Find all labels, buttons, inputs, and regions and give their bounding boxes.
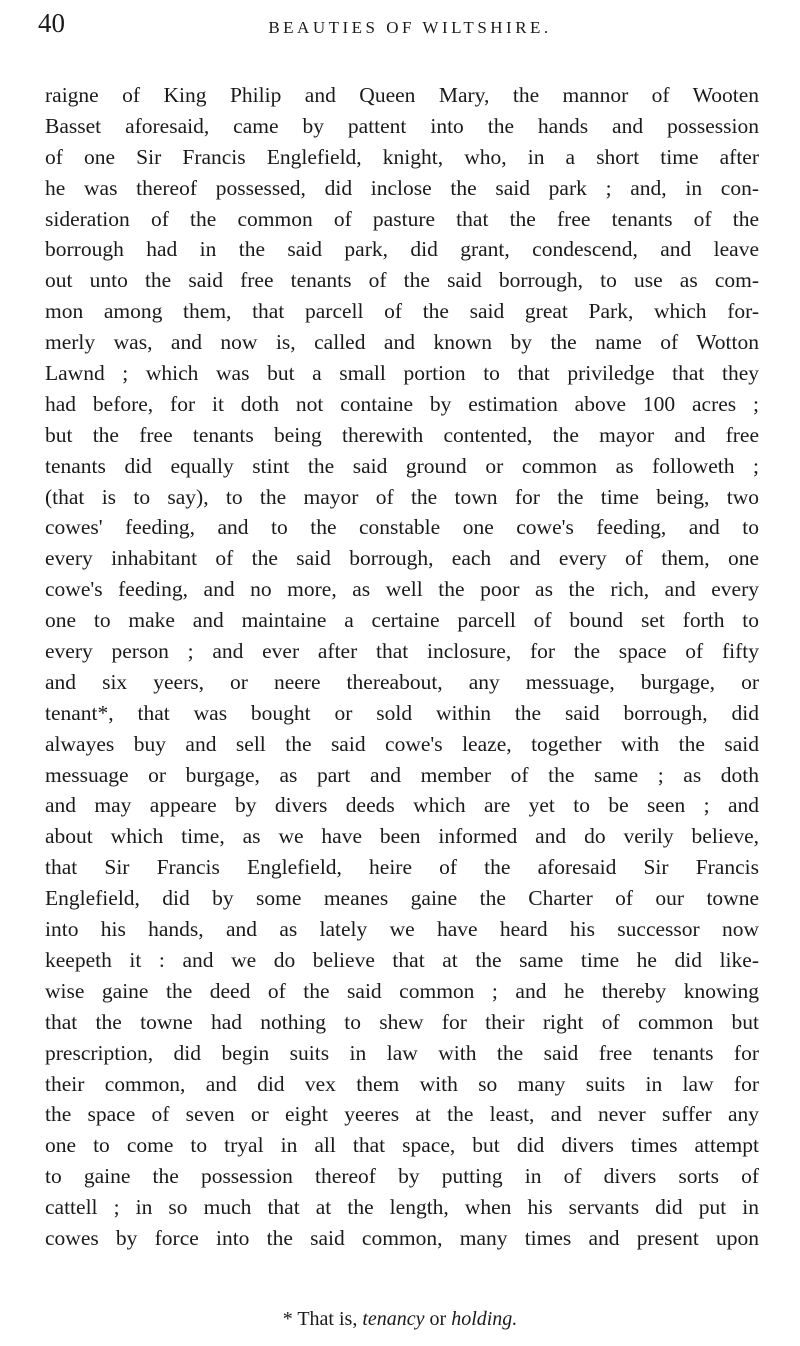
text-line: Englefield, did by some meanes gaine the Charter of our towne xyxy=(45,886,759,911)
text-line: but the free tenants being therewith contented, the mayor and free xyxy=(45,422,759,447)
footnote xyxy=(0,1308,800,1331)
text-line: merly was, and now is, called and known by the name of Wotton xyxy=(45,330,759,355)
text-line: their common, and did vex them with so many suits in law for xyxy=(45,1071,759,1096)
text-line: Lawnd ; which was but a small portion to that priviledge that they xyxy=(45,361,759,386)
text-line: Basset aforesaid, came by pattent into the hands and possession xyxy=(45,113,759,138)
text-line: raigne of King Philip and Queen Mary, the mannor of Wooten xyxy=(45,83,759,107)
text-line: cowes by force into the said common, many times and present upon xyxy=(45,1225,759,1250)
text-line: had before, for it doth not containe by estimation above 100 acres ; xyxy=(45,391,759,416)
text-line: out unto the said free tenants of the said borrough, to use as com- xyxy=(45,268,759,293)
footnote-conjunction: or xyxy=(429,1308,447,1330)
footnote-italic-tenancy: tenancy xyxy=(362,1308,425,1330)
text-line: messuage or burgage, as part and member of the same ; as doth xyxy=(45,762,759,787)
text-line: tenants did equally stint the said ground or common as followeth ; xyxy=(45,453,759,478)
text-line: borrough had in the said park, did grant, condescend, and leave xyxy=(45,237,759,262)
text-line: of one Sir Francis Englefield, knight, who, in a short time after xyxy=(45,144,759,169)
text-line: every person ; and ever after that inclosure, for the space of fifty xyxy=(45,639,759,664)
text-line: tenant*, that was bought or sold within the said borrough, did xyxy=(45,700,759,725)
text-line: sideration of the common of pasture that the free tenants of the xyxy=(45,206,759,231)
text-line: that the towne had nothing to shew for their right of common but xyxy=(45,1009,759,1034)
text-line: (that is to say), to the mayor of the town for the time being, two xyxy=(45,484,759,509)
text-line: the space of seven or eight yeeres at the least, and never suffer any xyxy=(45,1102,759,1127)
text-line: mon among them, that parcell of the said great Park, which for- xyxy=(45,299,759,324)
text-line: and six yeers, or neere thereabout, any messuage, burgage, or xyxy=(45,669,759,694)
text-line: every inhabitant of the said borrough, each and every of them, one xyxy=(45,546,759,571)
body-text xyxy=(45,80,759,1254)
text-line: one to come to tryal in all that space, but did divers times attempt xyxy=(45,1133,759,1158)
running-title: BEAUTIES OF WILTSHIRE. xyxy=(268,18,552,37)
text-line: cowe's feeding, and no more, as well the poor as the rich, and every xyxy=(45,577,759,602)
footnote-text: That is, xyxy=(297,1308,358,1330)
text-line: alwayes buy and sell the said cowe's leaze, together with the said xyxy=(45,731,759,756)
page-number: 40 xyxy=(38,8,65,38)
text-line: cattell ; in so much that at the length, when his servants did put in xyxy=(45,1195,759,1220)
footnote-marker: * xyxy=(282,1308,293,1330)
text-line: one to make and maintaine a certaine parcell of bound set forth to xyxy=(45,608,759,633)
text-line: he was thereof possessed, did inclose the said park ; and, in con- xyxy=(45,175,759,200)
text-line: keepeth it : and we do believe that at the same time he did like- xyxy=(45,947,759,972)
footnote-italic-holding: holding. xyxy=(451,1308,518,1330)
text-line: wise gaine the deed of the said common ; and he thereby knowing xyxy=(45,978,759,1003)
text-line: cowes' feeding, and to the constable one cowe's feeding, and to xyxy=(45,515,759,540)
text-line: that Sir Francis Englefield, heire of the aforesaid Sir Francis xyxy=(45,855,759,880)
text-line: to gaine the possession thereof by putting in of divers sorts of xyxy=(45,1164,759,1189)
text-line: about which time, as we have been informed and do verily believe, xyxy=(45,824,759,849)
text-line: prescription, did begin suits in law with the said free tenants for xyxy=(45,1040,759,1065)
text-line: and may appeare by divers deeds which are yet to be seen ; and xyxy=(45,793,759,818)
text-line: into his hands, and as lately we have heard his successor now xyxy=(45,917,759,942)
